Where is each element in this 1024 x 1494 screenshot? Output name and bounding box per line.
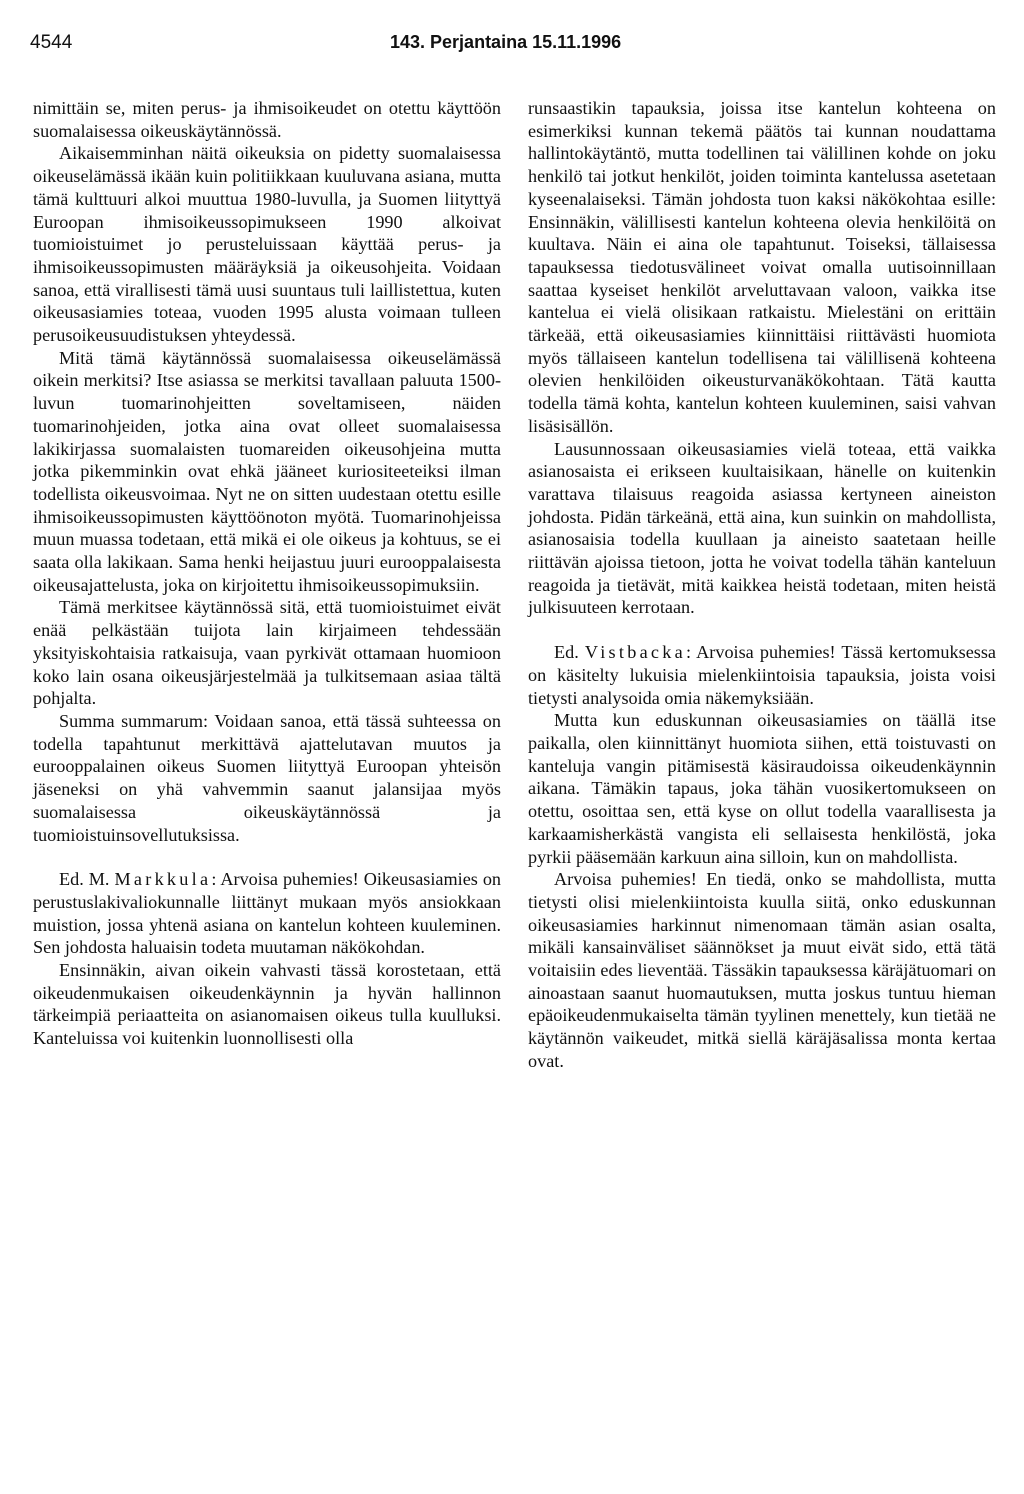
paragraph: Lausunnossaan oikeusasiamies vielä toteaa, että vaikka asianosaista ei erikseen kuultaisikaan, hänelle on kuitenkin varattava tilaisuus reagoida asiassa kertyneen aineiston johdosta. Pidän tärkeänä, että aina, kun suinkin on mahdollista, asianosaisia todella kuullaan ja aineisto saatetaan heille riittävän ajoissa tietoon, jotta he voivat todella tähän kanteluun reagoida ja tietävät, mitä kaikkea heistä todetaan, miten heistä julkisuuteen kerrotaan. (528, 438, 996, 618)
page-header (30, 32, 994, 62)
speaker-paragraph (33, 868, 501, 959)
left-column (33, 97, 501, 1050)
speaker-prefix: Ed. M. (59, 869, 110, 890)
paragraph: Summa summarum: Voidaan sanoa, että tässä suhteessa on todella tapahtunut merkittävä ajattelutavan muutos ja eurooppalainen oikeus Suomen liityttyä Euroopan yhteisön jäseneksi on yhä vahvemmin saanut jalansijaa myös suomalaisessa oikeuskäytännössä ja tuomioistuinsovellutuksissa. (33, 710, 501, 845)
paragraph: Mutta kun eduskunnan oikeusasiamies on täällä itse paikalla, olen kiinnittänyt huomiota siihen, että toistuvasti on kanteluja vangin pitämisestä käsiraudoissa oikeudenkäynnin aikana. Tämäkin tapaus, joka tähän vuosikertomukseen on otettu, osoittaa sen, että kyse on ollut todella vaarallisesta ja karkaamisherkästä vangista eli sellaisesta henkilöstä, joka pyrkii pääsemään karkuun aina silloin, kun on mahdollista. (528, 710, 996, 867)
paragraph: Aikaisemminhan näitä oikeuksia on pidetty suomalaisessa oikeuselämässä ikään kuin politiikkaan kuuluvana asiana, mutta tämä kulttuuri alkoi muuttua 1980-luvulla, ja Suomen liityttyä Euroopan ihmisoikeussopimukseen 1990 alkoivat tuomioistuimet jo perusteluissaan käyttää perus- ja ihmisoikeussopimusten määräyksiä ja oikeusohjeita. Voidaan sanoa, että virallisesti tämä uusi suuntaus tuli laillistettua, kuten oikeusasiamies toteaa, vuoden 1995 alusta voimaan tulleen perusoikeusuudistuksen yhteydessä. (33, 143, 501, 346)
speech-text: : Arvoisa puhemies! Oikeusasiamies on perustuslakivaliokunnalle liittänyt mukaan myös ansiokkaan muistion, jossa yhtenä asiana on kantelun kohteen kuuleminen. Sen johdosta haluaisin todeta muutaman näkökohdan. (33, 869, 502, 958)
speaker-prefix: Ed. (554, 642, 579, 663)
speech-text: : Arvoisa puhemies! Tässä kertomuksessa on käsitelty lukuisia mielenkiintoisia tapauksia, joista voisi tietysti analysoida omia näkemyksiään. (528, 642, 996, 708)
session-title: 143. Perjantaina 15.11.1996 (390, 32, 622, 52)
paragraph: nimittäin se, miten perus- ja ihmisoikeudet on otettu käyttöön suomalaisessa oikeuskäytännössä. (33, 98, 501, 141)
speaker-name: Vistbacka (584, 642, 686, 663)
paragraph: Mitä tämä käytännössä suomalaisessa oikeuselämässä oikein merkitsi? Itse asiassa se merkitsi tavallaan paluuta 1500-luvun tuomarinohjeitten soveltamiseen, näiden tuomarinohjeiden, jotka aina ovat olleet suomalaisessa lakikirjassa suomalaisten tuomareiden oikeusohjeina mutta jotka pikemminkin ovat ehkä jääneet kuriositeeteiksi ilman todellista oikeusvoimaa. Nyt ne on sitten uudestaan otettu esille ihmisoikeussopimusten käyttöönoton myötä. Tuomarinohjeissa muun muassa todetaan, että mikä ei ole oikeus ja kohtuus, se ei saata olla lakikaan. Sama henki heijastuu juuri eurooppalaisesta oikeusajattelusta, joka on kirjoitettu ihmisoikeussopimuksiin. (33, 347, 501, 595)
speaker-paragraph (528, 641, 996, 709)
page-number: 4544 (30, 32, 73, 53)
paragraph: Arvoisa puhemies! En tiedä, onko se mahdollista, mutta tietysti olisi mielenkiintoista kuulla siitä, onko eduskunnan oikeusasiamies harkinnut nimenomaan tämän asian osalta, mikäli kansainväliset säännökset ja muut eivät sido, että tätä voitaisiin edes lieventää. Tässäkin tapauksessa käräjätuomari on ainoastaan saanut huomautuksen, mutta joskus tuntuu hieman epäoikeudenmukaiselta tämän tyylinen menettely, kun tietää ne käytännön vaikeudet, mitkä siellä käräjäsalissa monta kertaa ovat. (528, 869, 996, 1071)
right-column (528, 97, 996, 1073)
paragraph: runsaastikin tapauksia, joissa itse kantelun kohteena on esimerkiksi kunnan tekemä päätös tai kunnan noudattama hallintokäytäntö, mutta todellinen tai välillinen kohde on joku henkilö tai jotkut henkilöt, joiden toiminta kantelussa asetetaan kyseenalaiseksi. Tämän johdosta tuon kaksi näkökohtaa esille: Ensinnäkin, välillisesti kantelun kohteena olevia henkilöitä on kuultava. Näin ei aina ole tapahtunut. Toiseksi, tällaisessa tapauksessa tiedotusvälineet voivat omalla uutisoinnillaan saattaa kyseiset henkilöt arveluttavaan valoon, vaikka itse kantelua ei vielä olisikaan ratkaistu. Mielestäni on erittäin tärkeää, että oikeusasiamies kiinnittäisi riittävästi huomiota myös tällaiseen kantelun todellisena tai välillisenä kohteena olevien henkilöiden oikeusturvanäkökohtaan. Tätä kautta todella tämä kohta, kantelun kohteen kuuleminen, saisi vahvan lisäsisällön. (528, 98, 996, 436)
paragraph: Tämä merkitsee käytännössä sitä, että tuomioistuimet eivät enää pelkästään tuijota lain kirjaimeen tehdessään yksityiskohtaisia ratkaisuja, vaan pyrkivät ottamaan huomioon koko lain osana oikeusjärjestelmää ja tulkitsemaan asiaa tältä pohjalta. (33, 597, 501, 709)
speaker-name: Markkula (114, 869, 212, 890)
paragraph: Ensinnäkin, aivan oikein vahvasti tässä korostetaan, että oikeudenmukaisen oikeudenkäynnin ja hyvän hallinnon tärkeimpiä periaatteita on asianomaisen oikeus tulla kuulluksi. Kanteluissa voi kuitenkin luonnollisesti olla (33, 960, 501, 1049)
